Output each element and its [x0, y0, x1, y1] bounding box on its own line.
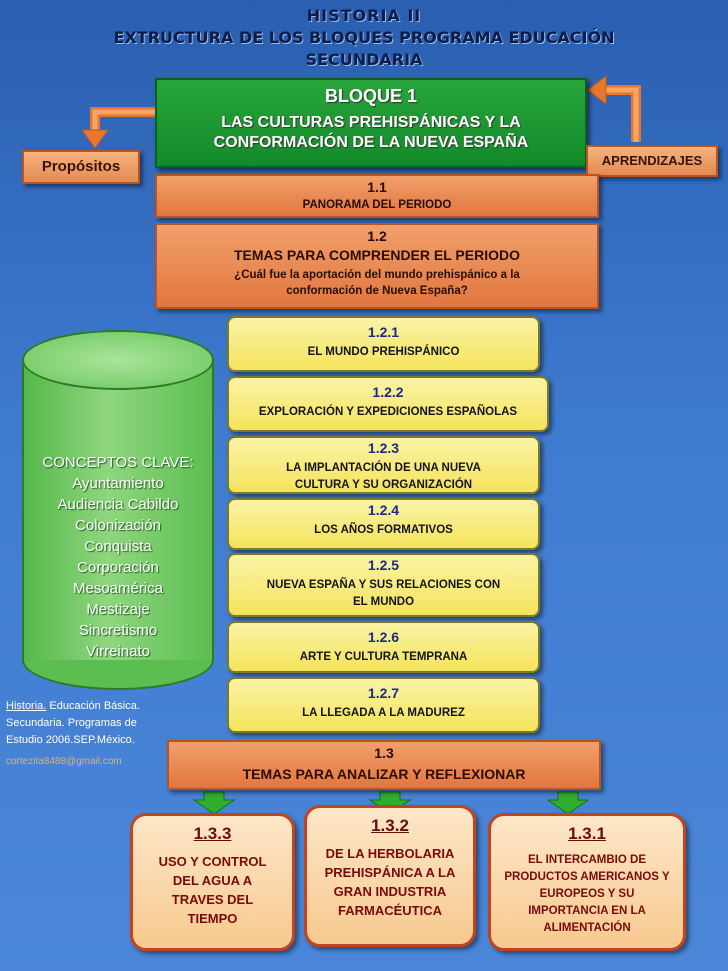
subtopic-number: 1.2.1	[367, 324, 400, 340]
section-label: TEMAS PARA ANALIZAR Y REFLEXIONAR	[242, 766, 526, 782]
subtopic-label: EXPLORACIÓN Y EXPEDICIONES ESPAÑOLAS	[258, 406, 518, 418]
section-number: 1.1	[367, 179, 387, 195]
propositos-tag: Propósitos	[22, 150, 140, 184]
concept-item: Corporación	[77, 559, 159, 576]
subtopic-1-2-6	[227, 621, 540, 673]
subtopic-number: 1.2.4	[367, 502, 400, 518]
concept-item: Ayuntamiento	[72, 475, 164, 492]
concepts-heading: CONCEPTOS CLAVE:	[42, 454, 194, 471]
section-question-line-2: conformación de Nueva España?	[286, 285, 468, 297]
concepts-cylinder	[22, 330, 214, 690]
subtopic-1-2-2	[227, 376, 549, 432]
analysis-label	[133, 852, 292, 928]
subtopic-1-2-3	[227, 436, 540, 494]
subtopic-label: LOS AÑOS FORMATIVOS	[314, 524, 453, 536]
analysis-number: 1.3.1	[568, 824, 606, 843]
section-1-3	[167, 740, 601, 790]
section-number: 1.2	[367, 228, 387, 244]
analysis-topic-1-3-1	[488, 813, 686, 951]
source-rest: Educación Básica. Secundaria. Programas de Estudio 2006.SEP.México.	[6, 700, 140, 746]
analysis-number: 1.3.2	[371, 816, 409, 835]
analysis-line: EL INTERCAMBIO DE	[528, 854, 646, 866]
concept-item: Conquista	[84, 538, 152, 555]
subtopic-label-line-2: CULTURA Y SU ORGANIZACIÓN	[294, 479, 473, 491]
section-label: PANORAMA DEL PERIODO	[302, 199, 452, 211]
concept-item: Colonización	[75, 517, 161, 534]
concept-item: Mesoamérica	[72, 580, 164, 597]
concept-item: Mestizaje	[86, 601, 150, 618]
block-title-box	[155, 78, 587, 168]
block-title: BLOQUE 1	[324, 86, 417, 106]
aprendizajes-tag: APRENDIZAJES	[586, 145, 718, 177]
analysis-line: USO Y CONTROL	[158, 854, 267, 869]
section-1-2	[155, 223, 599, 309]
header-line-3: SECUNDARIA	[305, 50, 423, 69]
analysis-line: DEL AGUA A	[172, 873, 253, 888]
analysis-line: GRAN INDUSTRIA	[333, 884, 447, 899]
analysis-label	[307, 844, 473, 920]
concept-item: Audiencia Cabildo	[57, 496, 179, 513]
analysis-line: TRAVES DEL	[171, 892, 254, 907]
analysis-line: IMPORTANCIA EN LA	[528, 905, 646, 917]
analysis-line: TIEMPO	[187, 911, 238, 926]
section-question-line-1: ¿Cuál fue la aportación del mundo prehispánico a la	[234, 269, 520, 281]
concept-item: Virreinato	[86, 643, 150, 660]
subtopic-label: LA LLEGADA A LA MADUREZ	[302, 707, 465, 719]
section-1-1	[155, 174, 599, 218]
subtopic-label: LA IMPLANTACIÓN DE UNA NUEVA	[286, 462, 481, 474]
subtopic-label: NUEVA ESPAÑA Y SUS RELACIONES CON	[266, 579, 501, 591]
analysis-number: 1.3.3	[193, 824, 232, 843]
analysis-line: PREHISPÁNICA A LA	[324, 865, 456, 880]
cylinder-top	[22, 330, 214, 390]
analysis-topic-1-3-3	[130, 813, 295, 951]
analysis-line: FARMACÉUTICA	[338, 903, 442, 918]
subtopic-label: EL MUNDO PREHISPÁNICO	[307, 346, 460, 358]
analysis-line: ALIMENTACIÓN	[543, 922, 631, 934]
subtopic-1-2-5	[227, 553, 540, 617]
section-number: 1.3	[374, 745, 394, 761]
subtopic-1-2-7	[227, 677, 540, 733]
concept-item: Sincretismo	[78, 622, 158, 639]
subtopic-number: 1.2.7	[367, 685, 400, 701]
subtopic-number: 1.2.3	[367, 440, 400, 456]
source-underlined: Historia.	[6, 700, 47, 712]
header-line-1: HISTORIA II	[306, 6, 422, 25]
subtopic-label: ARTE Y CULTURA TEMPRANA	[299, 651, 468, 663]
subtopic-number: 1.2.2	[372, 384, 404, 400]
analysis-topic-1-3-2	[304, 805, 476, 947]
section-label: TEMAS PARA COMPRENDER EL PERIODO	[234, 247, 520, 263]
subtopic-number: 1.2.5	[367, 557, 400, 573]
analysis-line: EUROPEOS Y SU	[539, 888, 635, 900]
concepts-text	[22, 452, 214, 662]
subtopic-1-2-1	[227, 316, 540, 372]
header-line-2: EXTRUCTURA DE LOS BLOQUES PROGRAMA EDUCACIÓN	[113, 28, 615, 47]
analysis-line: PRODUCTOS AMERICANOS Y	[504, 871, 670, 883]
block-subtitle-line-1: LAS CULTURAS PREHISPÁNICAS Y LA	[221, 114, 521, 131]
subtopic-1-2-4	[227, 498, 540, 550]
source-citation	[6, 698, 166, 749]
analysis-label	[491, 852, 683, 937]
block-subtitle-line-2: CONFORMACIÓN DE LA NUEVA ESPAÑA	[213, 134, 529, 151]
analysis-line: DE LA HERBOLARIA	[325, 846, 455, 861]
subtopic-label-line-2: EL MUNDO	[352, 596, 415, 608]
author-email: cortezita8488@gmail.com	[6, 756, 122, 767]
subtopic-number: 1.2.6	[367, 629, 400, 645]
